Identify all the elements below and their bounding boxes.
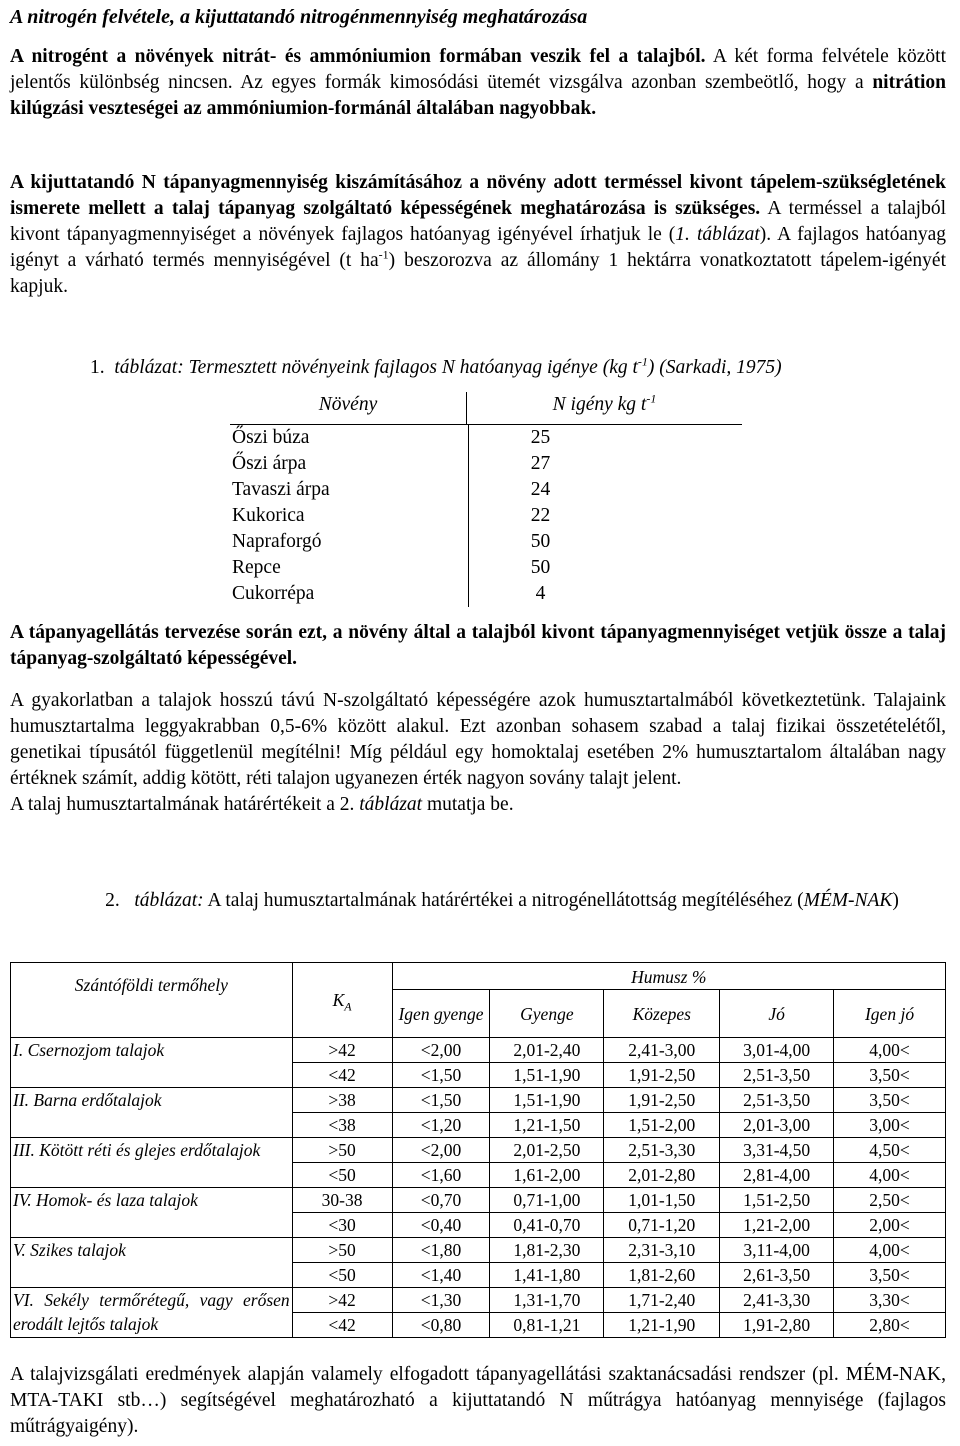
table2-cell: <1,50 [392, 1088, 490, 1113]
table2-cell: <1,50 [392, 1063, 490, 1088]
table2-cell: 1,21-2,00 [720, 1213, 834, 1238]
table1-caption-text: táblázat: Termesztett növényeink fajlagos N hatóanyag igénye (kg t [114, 357, 638, 378]
paragraph-humus [10, 688, 946, 818]
table2-cell: 3,01-4,00 [720, 1038, 834, 1063]
para2-sup: -1 [378, 247, 389, 262]
table1-value: 4 [535, 583, 546, 604]
table2-caption-number: 2. [105, 890, 120, 911]
table2-cell: 4,50< [834, 1138, 946, 1163]
para2-text-b: ). A fajlagos hatóanyag igényt a várható termés mennyiségével (t ha [10, 224, 947, 271]
table2-cell: 1,61-2,00 [490, 1163, 604, 1188]
table2-cell: <1,40 [392, 1263, 490, 1288]
table1-plant: Repce [230, 555, 469, 581]
table2-cell: <38 [292, 1113, 392, 1138]
table-row [230, 555, 742, 581]
table2-cell: 1,21-1,90 [604, 1313, 720, 1338]
para2-text-c: ) beszorozva az állomány 1 hektárra vonatkoztatott tápelem-igényét kapjuk. [10, 250, 946, 297]
table2-cell: >38 [292, 1088, 392, 1113]
table2-cell: 1,51-1,90 [490, 1088, 604, 1113]
table2-cell: >42 [292, 1038, 392, 1063]
table1-plant: Cukorrépa [230, 581, 469, 607]
table2-caption-source: MÉM-NAK [803, 890, 893, 911]
table1-plant: Őszi árpa [230, 451, 469, 477]
table2-cell: <1,80 [392, 1238, 490, 1263]
table2-cell: 2,41-3,00 [604, 1038, 720, 1063]
table2-site: IV. Homok- és laza talajok [11, 1188, 293, 1238]
table2-cell: 1,81-2,30 [490, 1238, 604, 1263]
table1-col-n-label: N igény kg t [552, 394, 647, 415]
table2-head-col: Jó [720, 990, 834, 1038]
table2-caption-text: A talaj humusztartalmának határértékei a nitrogénellátottság megítéléséhez ( [203, 890, 804, 911]
table1-value: 27 [530, 453, 551, 474]
table2-cell: >50 [292, 1238, 392, 1263]
table2-cell: <2,00 [392, 1138, 490, 1163]
table2-cell: 4,00< [834, 1163, 946, 1188]
table2-head-k [292, 963, 392, 1038]
table-row [230, 451, 742, 477]
table2-cell: <1,30 [392, 1288, 490, 1313]
table2-cell: 1,01-1,50 [604, 1188, 720, 1213]
table2-head-col: Gyenge [490, 990, 604, 1038]
table2-cell: 30-38 [292, 1188, 392, 1213]
table2-cell: 2,01-2,40 [490, 1038, 604, 1063]
table2-cell: 2,51-3,50 [720, 1063, 834, 1088]
table1-reference: 1. táblázat [675, 224, 760, 245]
table2-cell: 2,61-3,50 [720, 1263, 834, 1288]
table2-cell: 2,41-3,30 [720, 1288, 834, 1313]
table1-caption-number: 1. [90, 357, 105, 378]
table1-col-n [467, 392, 742, 424]
table2-cell: <50 [292, 1163, 392, 1188]
table2-cell: 2,01-3,00 [720, 1113, 834, 1138]
table2-site: II. Barna erdőtalajok [11, 1088, 293, 1138]
table2-cell: 2,51-3,30 [604, 1138, 720, 1163]
table2-cell: 1,51-2,00 [604, 1113, 720, 1138]
table2-cell: <1,60 [392, 1163, 490, 1188]
table2-cell: 2,01-2,80 [604, 1163, 720, 1188]
table2-cell: 0,41-0,70 [490, 1213, 604, 1238]
table-row [230, 477, 742, 503]
table2-head-site: Szántóföldi termőhely [11, 963, 293, 1038]
table2-cell: 3,00< [834, 1113, 946, 1138]
table1-plant: Őszi búza [230, 425, 469, 451]
table-row [11, 1288, 946, 1313]
table2-cell: 2,81-4,00 [720, 1163, 834, 1188]
para4-line2-a: A talaj humusztartalmának határértékeit a 2. [10, 794, 360, 815]
para1-bold-start: A nitrogént a növények nitrát- és ammóniumion formában veszik fel a talajból. [10, 46, 706, 67]
table-row [230, 581, 742, 607]
table-row [11, 1138, 946, 1163]
table-row [230, 529, 742, 555]
section-title: A nitrogén felvétele, a kijuttatandó nitrogénmennyiség meghatározása [10, 6, 588, 28]
table1-value: 50 [530, 531, 551, 552]
table2-cell: 3,50< [834, 1088, 946, 1113]
paragraph-nitrogen-uptake [10, 44, 946, 122]
table2-head-k-label: K [332, 990, 345, 1010]
table1-caption-source: ) (Sarkadi, 1975) [647, 357, 782, 378]
table2-head-col: Igen jó [834, 990, 946, 1038]
table2-cell: <0,80 [392, 1313, 490, 1338]
para4-line2-b: mutatja be. [422, 794, 514, 815]
table2-cell: >50 [292, 1138, 392, 1163]
table2-cell: 1,81-2,60 [604, 1263, 720, 1288]
table1-value: 25 [530, 427, 551, 448]
para1-text: A két forma felvétele között jelentős különbség nincsen. Az egyes formák kimosódási ütemét vizsgálva azonban szembeötlő, hogy a [10, 46, 946, 93]
table2-cell: 4,00< [834, 1038, 946, 1063]
table2-site: V. Szikes talajok [11, 1238, 293, 1288]
table1-plant: Napraforgó [230, 529, 469, 555]
table2-cell: 0,81-1,21 [490, 1313, 604, 1338]
table2-cell: 4,00< [834, 1238, 946, 1263]
paragraph-nutrient-planning: A tápanyagellátás tervezése során ezt, a növény által a talajból kivont tápanyagmennyiséget vetjük össze a talaj tápanyag-szolgáltató képességével. [10, 622, 946, 669]
table2-site: VI. Sekély termőrétegű, vagy erősen erodált lejtős talajok [11, 1288, 293, 1338]
table2-head-col: Közepes [604, 990, 720, 1038]
table2-cell: <30 [292, 1213, 392, 1238]
table1-value: 22 [530, 505, 551, 526]
table1-plant: Kukorica [230, 503, 469, 529]
table2-caption-end: ) [892, 890, 899, 911]
table2-cell: 1,51-1,90 [490, 1063, 604, 1088]
table-row [11, 1088, 946, 1113]
table2-cell: <2,00 [392, 1038, 490, 1063]
table2-cell: >42 [292, 1288, 392, 1313]
table2-caption [58, 888, 946, 914]
table2-caption-label: táblázat: [134, 890, 204, 911]
table2-cell: 1,31-1,70 [490, 1288, 604, 1313]
table1-col-n-sup: -1 [646, 391, 657, 406]
para4-text: A gyakorlatban a talajok hosszú távú N-szolgáltató képességére azok humusztartalmából következtetünk. Talajaink humusztartalma leggyakrabban 0,5-6% között alakul. Ezt azonban sohasem szabad a talaj fizikai összetételétől, genetikai típusától függetlenül megítélni! Míg például egy homoktalaj esetében 2% humusztartalom általában nagy értéknek számít, addig kötött, réti talajon ugyanezen érték nagyon sovány talajt jelent. [10, 690, 946, 789]
table1-value: 50 [530, 557, 551, 578]
table2-cell: 1,91-2,50 [604, 1088, 720, 1113]
table1-caption [90, 355, 782, 381]
table2-head-k-sub: A [344, 999, 352, 1014]
table2-cell: 3,30< [834, 1288, 946, 1313]
table2-cell: <1,20 [392, 1113, 490, 1138]
para2-text-a: A terméssel a talajból kivont tápanyagmennyiséget a növények fajlagos hatóanyag igényével írhatjuk le ( [10, 198, 946, 245]
table2-cell: 1,71-2,40 [604, 1288, 720, 1313]
table1-col-plant: Növény [230, 392, 467, 424]
table2-cell: 2,80< [834, 1313, 946, 1338]
table1-value: 24 [530, 479, 551, 500]
paragraph-n-calculation [10, 170, 946, 300]
table2-cell: 1,91-2,50 [604, 1063, 720, 1088]
table2-cell: 3,11-4,00 [720, 1238, 834, 1263]
paragraph-fertilizer-advice: A talajvizsgálati eredmények alapján valamely elfogadott tápanyagellátási szaktanácsadási rendszer (pl. MÉM-NAK, MTA-TAKI stb…) segítségével meghatározható a kijuttatandó N műtrágya hatóanyag mennyisége (fajlagos műtrágyaigény). [10, 1364, 946, 1437]
table2-cell: <42 [292, 1063, 392, 1088]
table2-cell: 0,71-1,20 [604, 1213, 720, 1238]
table-row [230, 425, 742, 451]
table1-plant: Tavaszi árpa [230, 477, 469, 503]
table2-cell: <42 [292, 1313, 392, 1338]
table2-cell: 3,50< [834, 1263, 946, 1288]
table-row [11, 1238, 946, 1263]
table2-cell: 3,50< [834, 1063, 946, 1088]
table2-cell: <50 [292, 1263, 392, 1288]
table-row [11, 1188, 946, 1213]
table2-site: I. Csernozjom talajok [11, 1038, 293, 1088]
table2-cell: 1,51-2,50 [720, 1188, 834, 1213]
table2-cell: 3,31-4,50 [720, 1138, 834, 1163]
table2-humus-limits [10, 962, 946, 1338]
table2-site: III. Kötött réti és glejes erdőtalajok [11, 1138, 293, 1188]
table-row [230, 503, 742, 529]
table2-cell: 2,00< [834, 1213, 946, 1238]
table2-head-humus: Humusz % [392, 963, 945, 990]
table2-cell: 1,21-1,50 [490, 1113, 604, 1138]
table2-cell: 0,71-1,00 [490, 1188, 604, 1213]
table2-cell: <0,70 [392, 1188, 490, 1213]
para2-bold: A kijuttatandó N tápanyagmennyiség kiszámításához a növény adott terméssel kivont tápelem-szükségletének ismerete mellett a talaj tápanyag szolgáltató képességének meghatározása is szükséges. [10, 172, 946, 219]
table2-cell: <0,40 [392, 1213, 490, 1238]
table2-cell: 2,01-2,50 [490, 1138, 604, 1163]
table2-head-col: Igen gyenge [392, 990, 490, 1038]
table2-reference: táblázat [359, 794, 423, 815]
table2-cell: 2,31-3,10 [604, 1238, 720, 1263]
table2-cell: 1,41-1,80 [490, 1263, 604, 1288]
table2-body [11, 1038, 946, 1338]
table-row [11, 1038, 946, 1063]
para1-bold-end: nitrátion kilúgzási veszteségei az ammóniumion-formánál általában nagyobbak. [10, 72, 946, 119]
table1-caption-sup: -1 [637, 354, 648, 369]
table2-cell: 1,91-2,80 [720, 1313, 834, 1338]
table1-crop-n-demand [230, 392, 742, 607]
table2-cell: 2,51-3,50 [720, 1088, 834, 1113]
table1-header [230, 392, 742, 425]
table2-cell: 2,50< [834, 1188, 946, 1213]
